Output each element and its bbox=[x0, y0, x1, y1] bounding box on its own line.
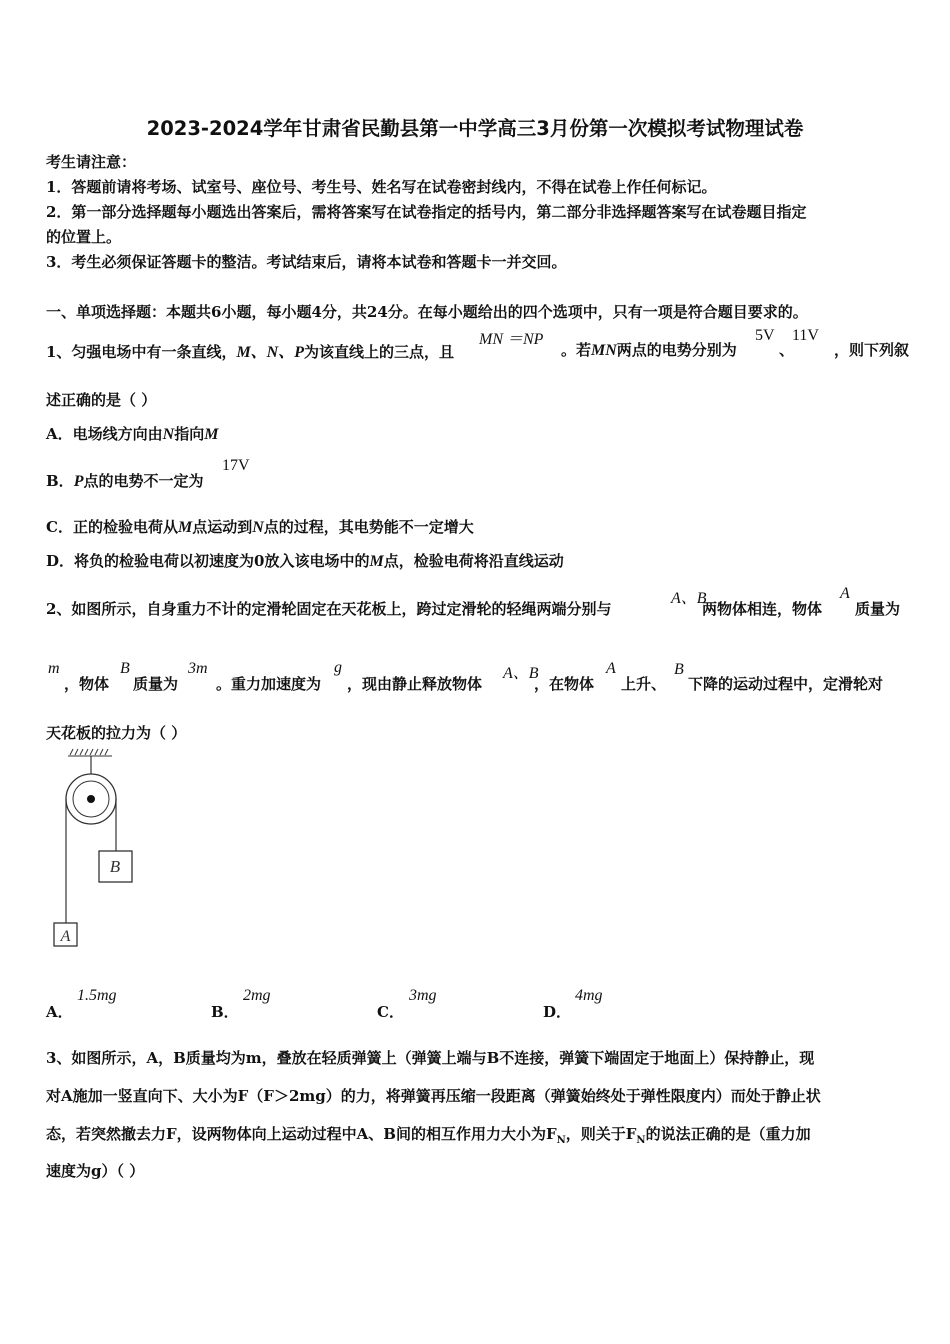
q2-mass-a: m bbox=[48, 660, 60, 677]
q2-stem-line2d: ，现由静止释放物体 bbox=[347, 675, 483, 693]
pulley-axle bbox=[87, 795, 95, 803]
q3-stem-line2: 对A施加一竖直向下、大小为F（F＞2mg）的力，将弹簧再压缩一段距离（弹簧始终处于弹性限度内）而处于静止状 bbox=[46, 1087, 821, 1105]
page-title: 2023-2024学年甘肃省民勤县第一中学高三3月份第一次模拟考试物理试卷 bbox=[146, 117, 804, 140]
q2-stem-line1: 2、如图所示，自身重力不计的定滑轮固定在天花板上，跨过定滑轮的轻绳两端分别与 bbox=[46, 600, 612, 618]
q2-option-a-value: 1.5mg bbox=[77, 987, 117, 1004]
q1-stem-line2: 述正确的是（ ） bbox=[46, 391, 157, 409]
q2-stem-line1b: 两物体相连，物体 bbox=[702, 600, 823, 618]
q2-stem-line2a: ，物体 bbox=[64, 675, 110, 693]
q1-option-b[interactable]: B．P点的电势不一定为 bbox=[46, 472, 204, 490]
q2-option-b-letter[interactable]: B． bbox=[211, 1003, 239, 1021]
q2-b: B bbox=[120, 660, 130, 677]
q2-option-c-letter[interactable]: C． bbox=[377, 1003, 404, 1021]
q1-stem-line1c: ，则下列叙 bbox=[834, 341, 910, 359]
q2-stem-line2e: ，在物体 bbox=[534, 675, 595, 693]
notice-item: 2．第一部分选择题每小题选出答案后，需将答案写在试卷指定的括号内，第二部分非选择题答案写在试卷题目指定 bbox=[46, 203, 807, 221]
q2-ab2: A、B bbox=[503, 665, 539, 682]
q1-option-d[interactable]: D．将负的检验电荷以初速度为0放入该电场中的M点，检验电荷将沿直线运动 bbox=[46, 552, 564, 570]
pulley-diagram bbox=[48, 748, 148, 953]
q2-stem-line2g: 下降的运动过程中，定滑轮对 bbox=[688, 675, 884, 693]
q2-stem-line2c: 。重力加速度为 bbox=[216, 675, 322, 693]
notice-item: 的位置上。 bbox=[46, 228, 122, 246]
q1-potential-n: 11V bbox=[792, 327, 819, 344]
q1-potential-m: 5V bbox=[755, 327, 775, 344]
q2-a2: A bbox=[606, 660, 616, 677]
q2-option-d-letter[interactable]: D． bbox=[543, 1003, 572, 1021]
block-b-label: B bbox=[109, 857, 121, 876]
q2-ab: A、B bbox=[671, 590, 707, 607]
q1-option-a[interactable]: A．电场线方向由N指向M bbox=[46, 425, 219, 443]
block-a-label: A bbox=[60, 928, 71, 945]
q1-sep: 、 bbox=[779, 341, 795, 359]
q2-a: A bbox=[840, 585, 850, 602]
q1-option-c[interactable]: C．正的检验电荷从M点运动到N点的过程，其电势能不一定增大 bbox=[46, 518, 474, 536]
q2-option-d-value: 4mg bbox=[575, 987, 603, 1004]
q2-option-b-value: 2mg bbox=[243, 987, 271, 1004]
q1-stem-line1b: 。若MN两点的电势分别为 bbox=[561, 341, 737, 359]
q3-stem-line4: 速度为g）（ ） bbox=[46, 1162, 145, 1180]
q2-mass-b: 3m bbox=[188, 660, 208, 677]
q2-stem-line2f: 上升、 bbox=[621, 675, 667, 693]
q1-stem-line1: 1、匀强电场中有一条直线，M、N、P为该直线上的三点，且 bbox=[46, 343, 455, 361]
q1-option-b-value: 17V bbox=[222, 457, 250, 474]
q2-stem-line2b: 质量为 bbox=[133, 675, 179, 693]
q1-equation: MN ＝NP bbox=[479, 331, 544, 348]
notice-item: 1．答题前请将考场、试室号、座位号、考生号、姓名写在试卷密封线内，不得在试卷上作任何标记。 bbox=[46, 178, 717, 196]
q3-stem-line1: 3、如图所示，A，B质量均为m，叠放在轻质弹簧上（弹簧上端与B不连接，弹簧下端固定于地面上）保持静止，现 bbox=[46, 1049, 815, 1067]
q3-stem-line3: 态，若突然撤去力F，设两物体向上运动过程中A、B间的相互作用力大小为$F_N$，则关于$F_N$的说法正确的是（重力加 bbox=[46, 1125, 811, 1146]
notice-heading: 考生请注意： bbox=[46, 153, 137, 171]
ceiling-hatch bbox=[68, 749, 112, 756]
q2-stem-line1c: 质量为 bbox=[855, 600, 901, 618]
q2-option-c-value: 3mg bbox=[409, 987, 437, 1004]
q2-b2: B bbox=[674, 661, 684, 678]
section-heading: 一、单项选择题：本题共6小题，每小题4分，共24分。在每小题给出的四个选项中，只有一项是符合题目要求的。 bbox=[46, 303, 808, 321]
q2-g: g bbox=[334, 659, 342, 676]
q2-stem-line3: 天花板的拉力为（ ） bbox=[46, 724, 187, 742]
q2-option-a-letter[interactable]: A． bbox=[46, 1003, 73, 1021]
notice-item: 3．考生必须保证答题卡的整洁。考试结束后，请将本试卷和答题卡一并交回。 bbox=[46, 253, 567, 271]
